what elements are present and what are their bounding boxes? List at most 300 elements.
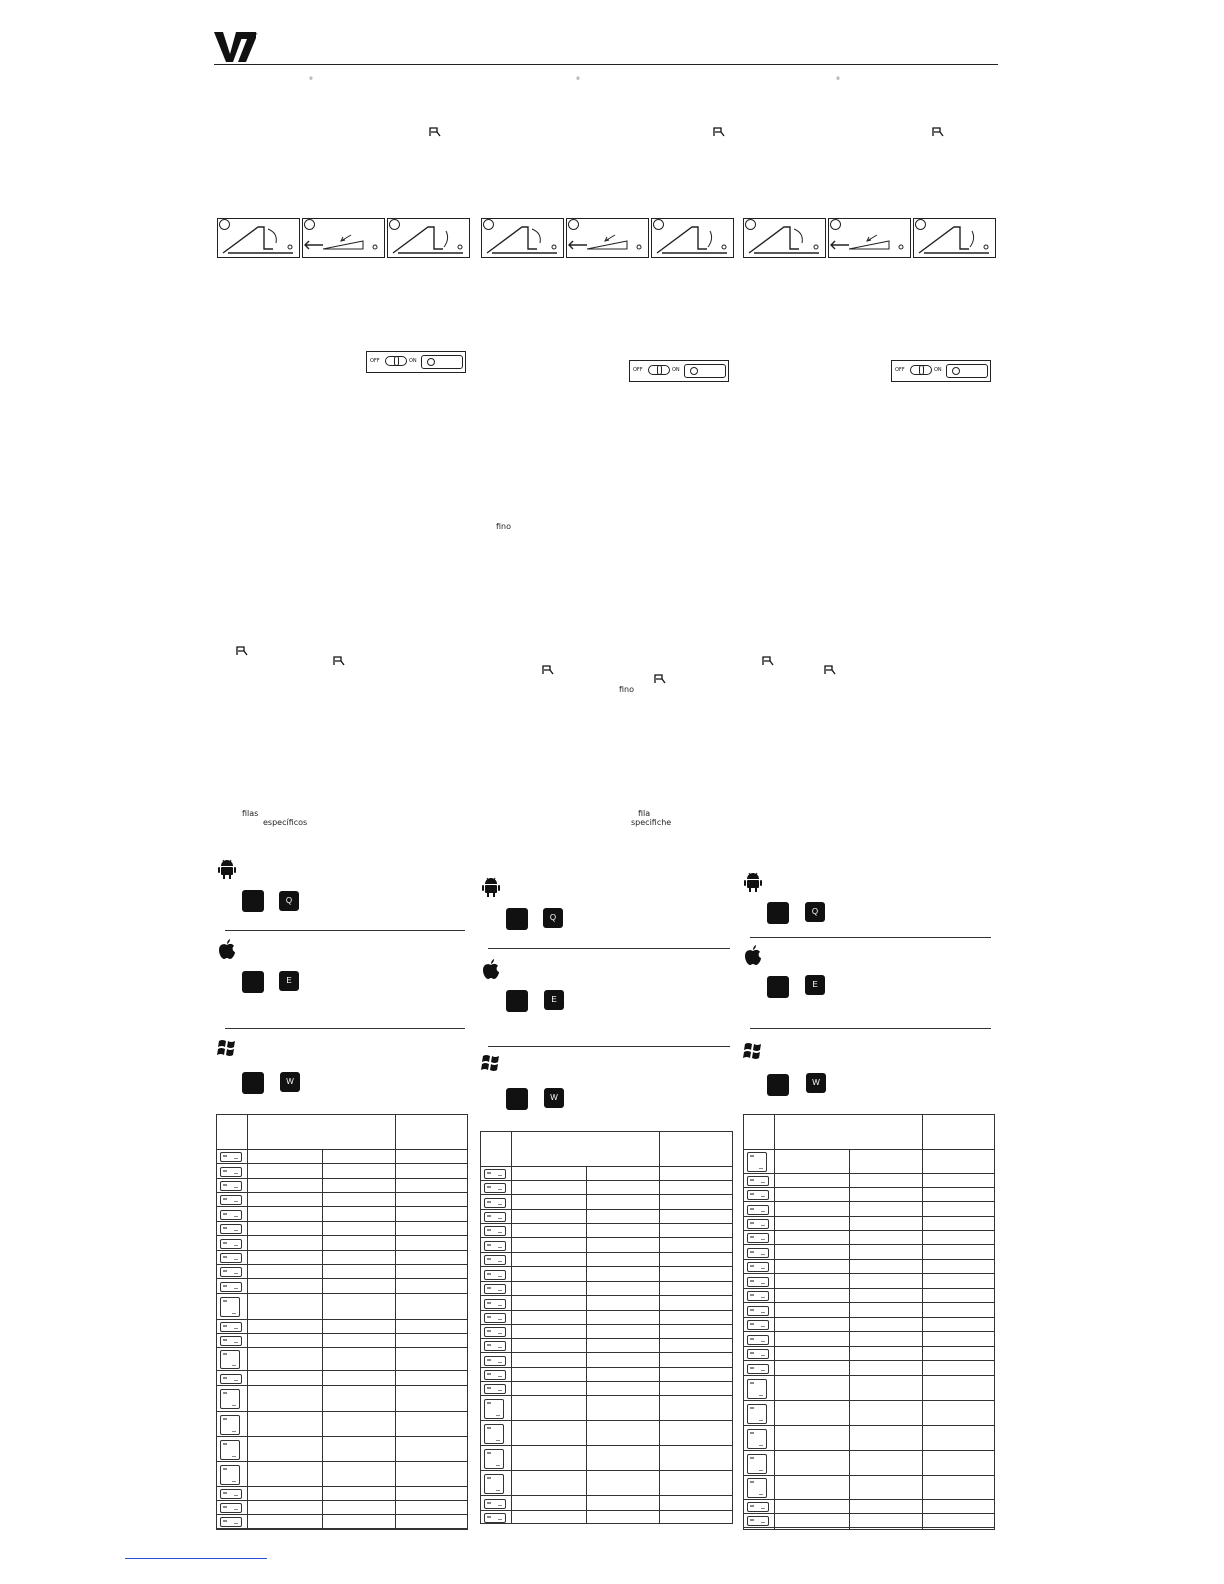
function-key-icon (484, 1513, 506, 1523)
table-cell-divider (659, 1296, 660, 1310)
table-cell-divider (322, 1412, 323, 1436)
table-row (481, 1420, 732, 1445)
section-divider (488, 1046, 730, 1047)
switch-off-label: OFF (370, 358, 380, 364)
table-row (217, 1461, 467, 1486)
table-header-divider (774, 1115, 775, 1149)
function-key-icon (747, 1364, 769, 1374)
table-cell-divider (774, 1451, 775, 1475)
android-icon (480, 875, 502, 897)
table-row (744, 1187, 994, 1201)
table-cell-divider (659, 1267, 660, 1281)
table-cell-divider (774, 1289, 775, 1302)
word-specifiche: specifiche (631, 818, 672, 827)
table-cell-divider (659, 1224, 660, 1237)
table-cell-divider (395, 1179, 396, 1192)
table-row (217, 1163, 467, 1178)
section-divider (225, 930, 465, 931)
table-cell-divider (849, 1202, 850, 1216)
function-key-icon (220, 1239, 242, 1249)
function-key-icon (747, 1248, 769, 1258)
trademark-mark-col2: ® (576, 76, 580, 81)
os-shortcut-key: W (280, 1072, 300, 1092)
word-fino: fino (496, 522, 512, 531)
switch-off-label: OFF (895, 367, 905, 373)
table-cell-divider (247, 1437, 248, 1461)
table-row (217, 1178, 467, 1192)
step-number-badge (830, 219, 841, 230)
section-divider (488, 948, 730, 949)
function-key-icon (220, 1503, 242, 1513)
windows-icon (480, 1051, 502, 1073)
table-cell-divider (511, 1282, 512, 1295)
table-cell-divider (659, 1353, 660, 1367)
table-cell-divider (922, 1361, 923, 1375)
function-key-table (216, 1114, 468, 1530)
section-divider (750, 937, 991, 938)
function-key-icon (484, 1241, 506, 1251)
table-cell-divider (395, 1348, 396, 1370)
function-key-icon (747, 1379, 767, 1399)
function-key-icon (484, 1327, 506, 1337)
table-cell-divider (922, 1528, 923, 1530)
step-number-badge (304, 219, 315, 230)
table-header-divider (247, 1115, 248, 1149)
table-cell-divider (659, 1195, 660, 1209)
table-cell-divider (511, 1325, 512, 1338)
table-cell-divider (659, 1181, 660, 1194)
table-cell-divider (849, 1150, 850, 1173)
function-key-icon (220, 1167, 242, 1177)
table-cell-divider (849, 1318, 850, 1331)
table-cell-divider (511, 1195, 512, 1209)
power-switch-diagram (366, 351, 466, 373)
table-cell-divider (586, 1471, 587, 1495)
table-cell-divider (511, 1382, 512, 1395)
table-cell-divider (322, 1529, 323, 1530)
table-cell-divider (774, 1500, 775, 1513)
table-cell-divider (511, 1353, 512, 1367)
table-row (217, 1385, 467, 1411)
table-cell-divider (511, 1210, 512, 1223)
table-cell-divider (511, 1368, 512, 1381)
table-cell-divider (659, 1339, 660, 1352)
pairing-icon (542, 665, 554, 675)
table-cell-divider (922, 1217, 923, 1230)
table-cell-divider (511, 1181, 512, 1194)
table-cell-divider (322, 1487, 323, 1500)
table-row (744, 1244, 994, 1259)
function-key-icon (484, 1474, 504, 1494)
table-cell-divider (247, 1193, 248, 1206)
table-row (744, 1201, 994, 1216)
step-number-badge (745, 219, 756, 230)
table-cell-divider (395, 1164, 396, 1178)
table-cell-divider (659, 1396, 660, 1420)
function-key-icon (220, 1489, 242, 1499)
table-row (217, 1514, 467, 1528)
table-cell-divider (849, 1332, 850, 1346)
table-row (744, 1375, 994, 1400)
function-key-icon (220, 1415, 240, 1435)
table-row (481, 1266, 732, 1281)
fn-key-icon (242, 971, 264, 993)
table-row (217, 1221, 467, 1235)
function-key-icon (747, 1516, 769, 1526)
table-cell-divider (659, 1238, 660, 1252)
switch-toggle-icon (648, 365, 670, 375)
table-cell-divider (849, 1514, 850, 1527)
table-cell-divider (395, 1320, 396, 1333)
function-key-icon (747, 1219, 769, 1229)
pairing-icon (333, 656, 345, 666)
table-cell-divider (247, 1348, 248, 1370)
table-row (481, 1237, 732, 1252)
step-number-badge (653, 219, 664, 230)
table-cell-divider (247, 1515, 248, 1528)
table-cell-divider (322, 1294, 323, 1319)
switch-toggle-icon (910, 365, 932, 375)
table-cell-divider (849, 1451, 850, 1475)
function-key-icon (220, 1282, 242, 1292)
pairing-icon (932, 127, 944, 137)
table-cell-divider (849, 1426, 850, 1450)
table-row (744, 1288, 994, 1302)
os-shortcut-key: Q (805, 902, 825, 922)
pairing-icon (762, 656, 774, 666)
table-cell-divider (922, 1318, 923, 1331)
table-cell-divider (586, 1311, 587, 1324)
table-row (217, 1206, 467, 1221)
step-2-illustration (566, 218, 649, 258)
table-cell-divider (922, 1347, 923, 1360)
table-cell-divider (395, 1501, 396, 1514)
word-filas: filas (242, 809, 259, 818)
function-key-icon (747, 1233, 769, 1243)
table-cell-divider (849, 1361, 850, 1375)
table-row (481, 1209, 732, 1223)
apple-icon (742, 944, 764, 966)
table-cell-divider (247, 1150, 248, 1163)
table-cell-divider (849, 1376, 850, 1400)
table-cell-divider (395, 1207, 396, 1221)
table-cell-divider (922, 1426, 923, 1450)
table-cell-divider (395, 1193, 396, 1206)
table-cell-divider (322, 1164, 323, 1178)
trademark-mark-col1: ® (309, 76, 313, 81)
os-shortcut-key: W (806, 1073, 826, 1093)
table-cell-divider (247, 1265, 248, 1278)
table-cell-divider (849, 1289, 850, 1302)
function-key-icon (747, 1306, 769, 1316)
table-cell-divider (247, 1207, 248, 1221)
table-cell-divider (774, 1318, 775, 1331)
switch-on-label: ON (672, 367, 680, 373)
os-shortcut-key: Q (543, 908, 563, 928)
table-row (217, 1278, 467, 1293)
table-cell-divider (849, 1528, 850, 1530)
table-row (744, 1513, 994, 1527)
table-cell-divider (322, 1348, 323, 1370)
function-key-icon (747, 1205, 769, 1215)
function-key-icon (747, 1291, 769, 1301)
function-key-icon (747, 1190, 769, 1200)
table-cell-divider (849, 1274, 850, 1288)
trademark-mark-col3: ® (836, 76, 840, 81)
table-row (481, 1310, 732, 1324)
function-key-icon (484, 1198, 506, 1208)
pairing-icon (429, 127, 441, 137)
function-key-table (743, 1114, 995, 1530)
table-cell-divider (659, 1167, 660, 1180)
table-cell-divider (774, 1174, 775, 1187)
table-cell-divider (922, 1289, 923, 1302)
os-shortcut-key: Q (279, 891, 299, 911)
word-fino: fino (619, 685, 635, 694)
table-cell-divider (511, 1238, 512, 1252)
function-key-icon (484, 1169, 506, 1179)
switch-off-label: OFF (633, 367, 643, 373)
switch-on-label: ON (934, 367, 942, 373)
section-divider (225, 1028, 465, 1029)
power-switch-diagram (891, 360, 991, 382)
table-cell-divider (511, 1471, 512, 1495)
function-key-table (480, 1131, 733, 1524)
table-cell-divider (511, 1421, 512, 1445)
table-cell-divider (849, 1188, 850, 1201)
function-key-icon (484, 1270, 506, 1280)
function-key-icon (220, 1224, 242, 1234)
step-number-badge (568, 219, 579, 230)
bottom-link-underline (125, 1558, 267, 1559)
table-cell-divider (511, 1396, 512, 1420)
table-cell-divider (922, 1401, 923, 1425)
table-cell-divider (922, 1274, 923, 1288)
table-cell-divider (659, 1382, 660, 1395)
table-cell-divider (247, 1334, 248, 1347)
table-cell-divider (322, 1371, 323, 1385)
table-cell-divider (922, 1245, 923, 1259)
function-key-icon (220, 1465, 240, 1485)
connect-button-icon (684, 364, 726, 378)
table-cell-divider (586, 1339, 587, 1352)
table-cell-divider (774, 1514, 775, 1527)
function-key-icon (747, 1277, 769, 1287)
fn-key-icon (242, 890, 264, 912)
fn-key-icon (506, 990, 528, 1012)
table-cell-divider (395, 1462, 396, 1486)
table-row (744, 1475, 994, 1499)
function-key-icon (747, 1454, 767, 1474)
table-cell-divider (659, 1496, 660, 1510)
function-key-icon (220, 1253, 242, 1263)
table-cell-divider (395, 1265, 396, 1278)
function-key-icon (220, 1181, 242, 1191)
table-header-divider (395, 1115, 396, 1149)
table-cell-divider (586, 1368, 587, 1381)
table-cell-divider (395, 1150, 396, 1163)
function-key-icon (747, 1262, 769, 1272)
fn-key-icon (506, 908, 528, 930)
function-key-icon (220, 1297, 240, 1317)
word-especificos: específicos (263, 818, 308, 827)
table-cell-divider (247, 1412, 248, 1436)
switch-on-label: ON (409, 358, 417, 364)
function-key-icon (747, 1335, 769, 1345)
step-3-illustration (913, 218, 996, 258)
table-row (217, 1411, 467, 1436)
table-row (481, 1510, 732, 1524)
table-row (217, 1500, 467, 1514)
table-cell-divider (511, 1496, 512, 1510)
section-divider (750, 1028, 991, 1029)
table-row (744, 1346, 994, 1360)
table-row (481, 1352, 732, 1367)
step-number-badge (389, 219, 400, 230)
function-key-icon (747, 1320, 769, 1330)
table-cell-divider (395, 1294, 396, 1319)
pairing-icon (236, 646, 248, 656)
table-cell-divider (586, 1446, 587, 1470)
table-row (217, 1149, 467, 1163)
table-cell-divider (395, 1386, 396, 1411)
table-cell-divider (774, 1202, 775, 1216)
table-row (217, 1486, 467, 1500)
table-cell-divider (774, 1274, 775, 1288)
table-cell-divider (849, 1401, 850, 1425)
table-cell-divider (322, 1334, 323, 1347)
table-row (481, 1194, 732, 1209)
table-cell-divider (922, 1332, 923, 1346)
table-row (481, 1495, 732, 1510)
table-row (744, 1400, 994, 1425)
table-cell-divider (659, 1282, 660, 1295)
function-key-icon (484, 1399, 504, 1419)
fn-key-icon (767, 1074, 789, 1096)
os-shortcut-key: E (805, 975, 825, 995)
fn-key-icon (506, 1088, 528, 1110)
table-row (217, 1370, 467, 1385)
function-key-icon (747, 1502, 769, 1512)
table-cell-divider (247, 1251, 248, 1264)
table-cell-divider (511, 1296, 512, 1310)
table-cell-divider (395, 1251, 396, 1264)
function-key-icon (220, 1322, 242, 1332)
table-cell-divider (774, 1528, 775, 1530)
table-cell-divider (511, 1167, 512, 1180)
function-key-icon (484, 1449, 504, 1469)
table-row (744, 1216, 994, 1230)
function-key-icon (484, 1341, 506, 1351)
function-key-icon (220, 1195, 242, 1205)
table-cell-divider (322, 1462, 323, 1486)
table-cell-divider (395, 1412, 396, 1436)
table-row (217, 1319, 467, 1333)
table-row (481, 1223, 732, 1237)
table-cell-divider (586, 1382, 587, 1395)
table-header-divider (659, 1132, 660, 1166)
os-shortcut-key: W (544, 1088, 564, 1108)
table-row (481, 1295, 732, 1310)
function-key-icon (484, 1284, 506, 1294)
function-key-icon (220, 1350, 240, 1369)
table-cell-divider (395, 1529, 396, 1530)
function-key-icon (484, 1499, 506, 1509)
function-key-icon (747, 1478, 767, 1498)
os-shortcut-key: E (279, 971, 299, 991)
function-key-icon (747, 1429, 767, 1449)
table-row (217, 1347, 467, 1370)
table-row (481, 1338, 732, 1352)
table-cell-divider (395, 1222, 396, 1235)
function-key-icon (484, 1255, 506, 1265)
table-cell-divider (659, 1210, 660, 1223)
table-cell-divider (247, 1222, 248, 1235)
table-cell-divider (922, 1150, 923, 1173)
table-cell-divider (922, 1231, 923, 1244)
windows-icon (216, 1036, 238, 1058)
function-key-icon (484, 1424, 504, 1444)
table-cell-divider (586, 1421, 587, 1445)
function-key-icon (220, 1440, 240, 1460)
power-switch-diagram (629, 360, 729, 382)
table-cell-divider (586, 1267, 587, 1281)
table-cell-divider (922, 1303, 923, 1317)
table-row (481, 1445, 732, 1470)
table-row (481, 1367, 732, 1381)
table-row (481, 1324, 732, 1338)
table-row (481, 1180, 732, 1194)
function-key-icon (747, 1152, 767, 1172)
function-key-icon (220, 1336, 242, 1346)
header-rule (214, 64, 998, 65)
table-cell-divider (322, 1179, 323, 1192)
table-cell-divider (774, 1217, 775, 1230)
table-cell-divider (511, 1311, 512, 1324)
table-cell-divider (849, 1500, 850, 1513)
table-cell-divider (511, 1446, 512, 1470)
table-cell-divider (586, 1296, 587, 1310)
table-cell-divider (322, 1251, 323, 1264)
table-row (744, 1230, 994, 1244)
function-key-icon (747, 1176, 769, 1186)
function-key-icon (747, 1349, 769, 1359)
apple-icon (216, 938, 238, 960)
table-cell-divider (395, 1371, 396, 1385)
table-cell-divider (322, 1437, 323, 1461)
table-cell-divider (395, 1437, 396, 1461)
table-cell-divider (922, 1376, 923, 1400)
table-cell-divider (774, 1150, 775, 1173)
function-key-icon (747, 1404, 767, 1424)
table-row (481, 1381, 732, 1395)
table-cell-divider (586, 1496, 587, 1510)
step-1-illustration (217, 218, 300, 258)
table-row (744, 1360, 994, 1375)
table-row (744, 1527, 994, 1530)
table-cell-divider (849, 1303, 850, 1317)
step-2-illustration (828, 218, 911, 258)
table-cell-divider (922, 1260, 923, 1273)
android-icon (742, 870, 764, 892)
connect-button-icon (421, 355, 463, 369)
table-cell-divider (774, 1476, 775, 1499)
table-cell-divider (247, 1529, 248, 1530)
table-cell-divider (774, 1361, 775, 1375)
function-key-icon (484, 1183, 506, 1193)
table-cell-divider (586, 1167, 587, 1180)
table-cell-divider (322, 1386, 323, 1411)
